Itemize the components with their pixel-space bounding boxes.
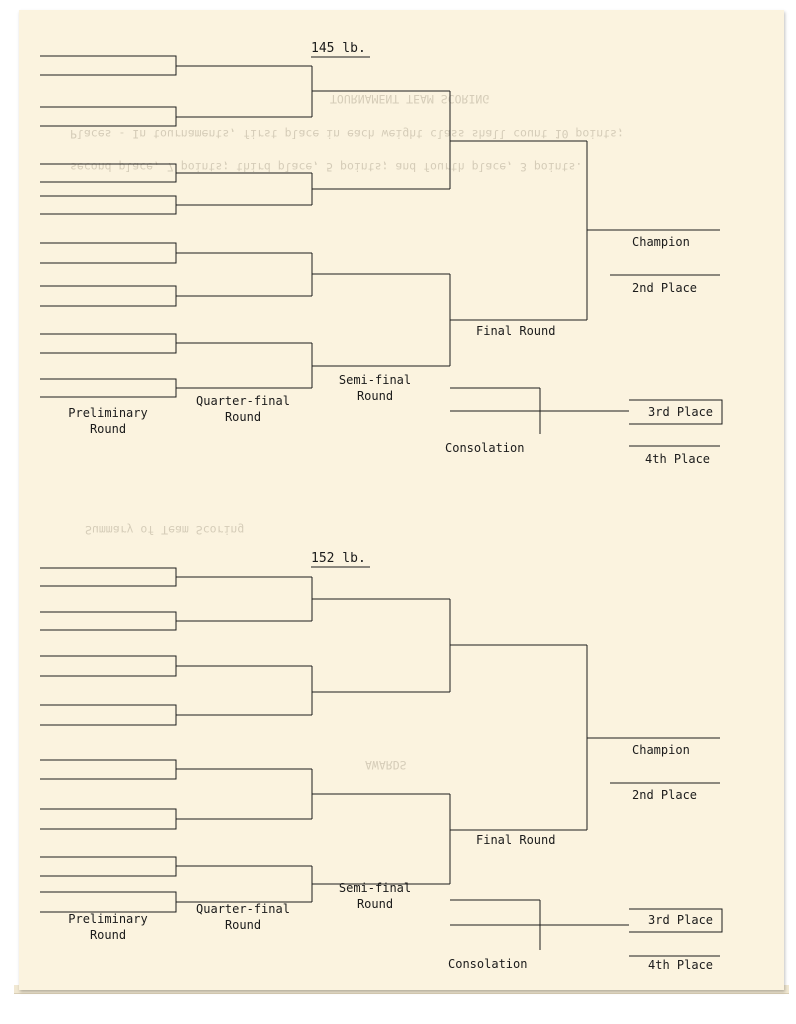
bleed-through-text: TOURNAMENT TEAM SCORING	[330, 92, 490, 106]
prelim-match-3	[40, 656, 312, 676]
prelim-match-7	[40, 857, 312, 876]
final-round-label: Final Round	[476, 833, 556, 847]
fourth-place-label: 4th Place	[648, 958, 714, 972]
quarter-match-2	[312, 666, 450, 715]
second-place-label: 2nd Place	[632, 281, 698, 295]
weight-class-title: 152 lb.	[311, 551, 366, 566]
prelim-match-5	[40, 760, 312, 779]
quarter-match-3	[312, 769, 450, 819]
semi-final-round-label: Semi-final Round	[338, 881, 412, 911]
consolation-match	[540, 900, 629, 950]
champion-label: Champion	[632, 743, 690, 757]
quarter-final-round-label: Quarter-final Round	[196, 394, 290, 424]
preliminary-round-label: Preliminary Round	[68, 406, 148, 436]
semi-match-1	[450, 599, 587, 692]
semi-final-round-label: Semi-final Round	[338, 373, 412, 403]
prelim-match-4	[40, 705, 312, 725]
bleed-through-text: Summary of Team Scoring	[85, 523, 245, 537]
consolation-label: Consolation	[445, 441, 525, 455]
weight-class-title: 145 lb.	[311, 41, 366, 56]
final-round-label: Final Round	[476, 324, 556, 338]
quarter-final-round-label: Quarter-final Round	[196, 902, 290, 932]
prelim-match-2	[40, 612, 312, 630]
bleed-through-text: AWARDS	[365, 758, 407, 772]
quarter-match-1	[312, 577, 450, 621]
bleed-through-text: second place, 7 points; third place, 5 points; and fourth place, 3 points.	[70, 160, 583, 174]
second-place-label: 2nd Place	[632, 788, 698, 802]
third-place-label: 3rd Place	[648, 913, 714, 927]
consolation-label: Consolation	[448, 957, 528, 971]
bleed-through-text: Places - In tournaments, first place in each weight class shall count 10 points;	[70, 127, 624, 141]
third-place-label: 3rd Place	[648, 405, 714, 419]
fourth-place-label: 4th Place	[645, 452, 711, 466]
preliminary-round-label: Preliminary Round	[68, 912, 148, 942]
prelim-match-6	[40, 809, 312, 829]
champion-label: Champion	[632, 235, 690, 249]
prelim-match-1	[40, 568, 312, 586]
